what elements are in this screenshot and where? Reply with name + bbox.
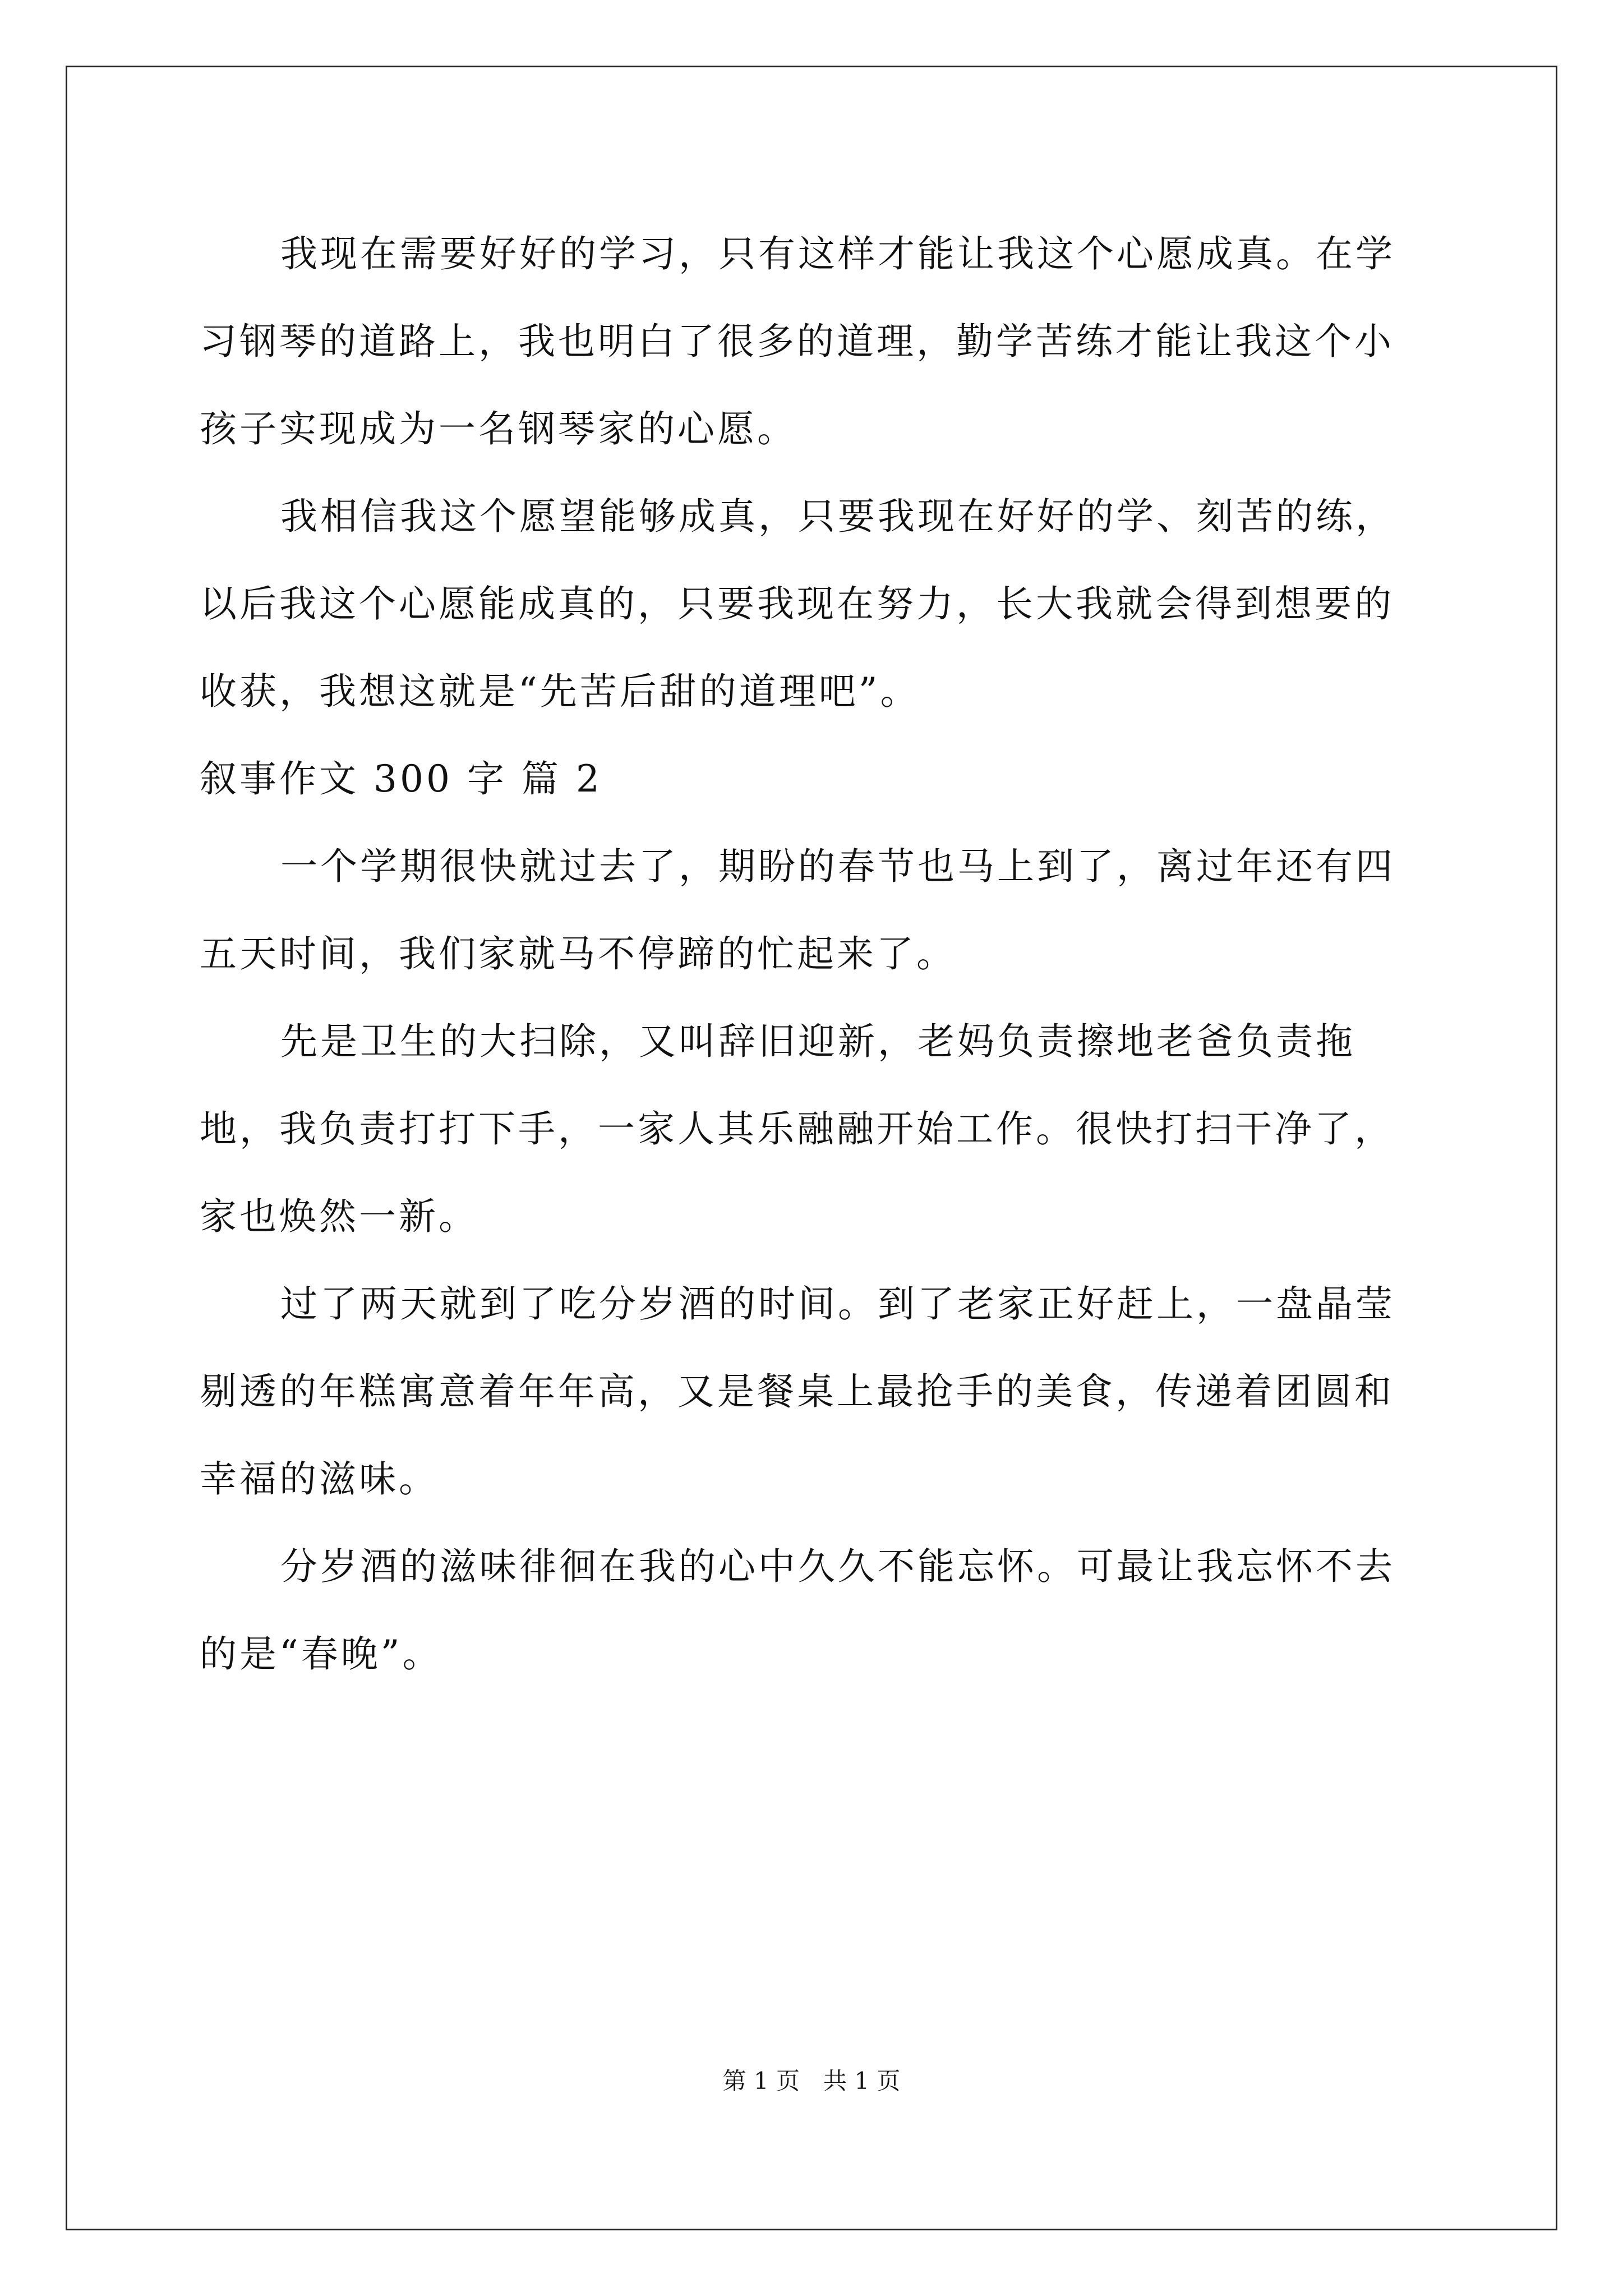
paragraph: 过了两天就到了吃分岁酒的时间。到了老家正好赶上，一盘晶莹剔透的年糕寓意着年年高，又是餐桌上最抢手的美食，传递着团圆和幸福的滋味。 <box>200 1282 1395 1501</box>
document-body <box>200 210 1428 1698</box>
paragraph: 我相信我这个愿望能够成真，只要我现在好好的学、刻苦的练，以后我这个心愿能成真的，只要我现在努力，长大我就会得到想要的收获，我想这就是“先苦后甜的道理吧”。 <box>200 495 1395 713</box>
section-heading: 叙事作文 300 字 篇 2 <box>200 757 602 800</box>
paragraph: 一个学期很快就过去了，期盼的春节也马上到了，离过年还有四五天时间，我们家就马不停蹄的忙起来了。 <box>200 845 1395 976</box>
paragraph: 先是卫生的大扫除，又叫辞旧迎新，老妈负责擦地老爸负责拖地，我负责打打下手，一家人其乐融融开始工作。很快打扫干净了，家也焕然一新。 <box>200 1020 1394 1238</box>
paragraph: 我现在需要好好的学习，只有这样才能让我这个心愿成真。在学习钢琴的道路上，我也明白了很多的道理，勤学苦练才能让我这个小孩子实现成为一名钢琴家的心愿。 <box>200 232 1395 450</box>
page-number-footer: 第 1 页 共 1 页 <box>722 2067 901 2095</box>
paragraph: 分岁酒的滋味徘徊在我的心中久久不能忘怀。可最让我忘怀不去的是“春晚”。 <box>200 1545 1395 1676</box>
